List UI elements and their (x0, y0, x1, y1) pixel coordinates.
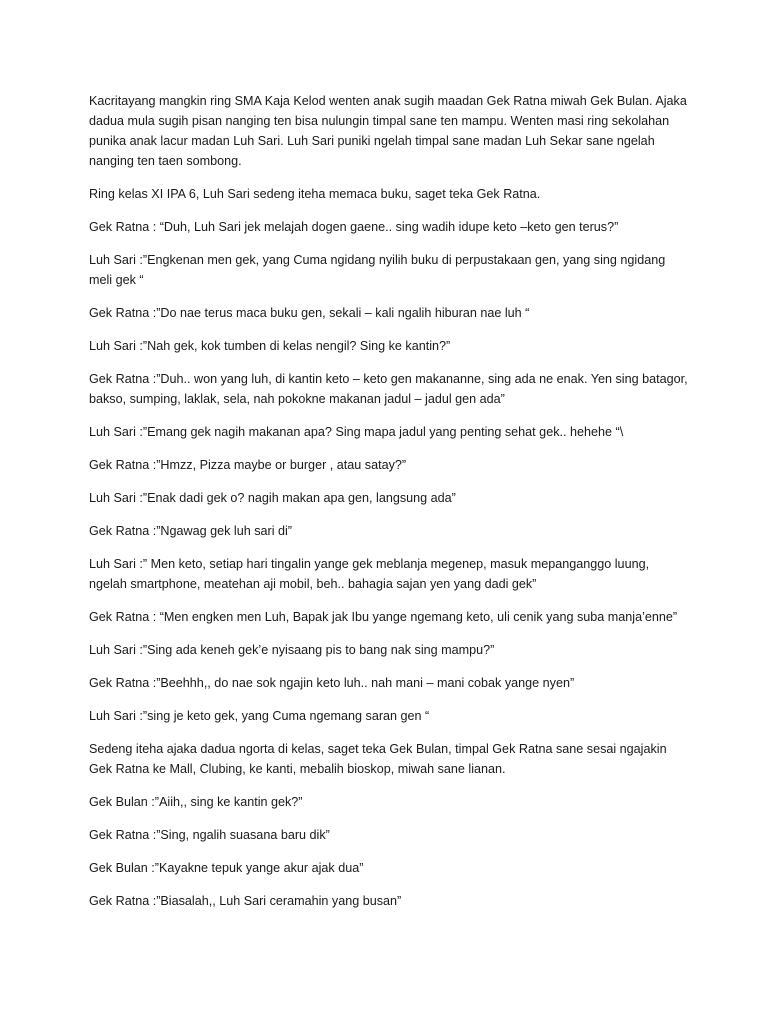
dialogue-line: Gek Bulan :”Aiih,, sing ke kantin gek?” (89, 795, 303, 809)
dialogue-line: Gek Ratna : “Men engken men Luh, Bapak jak Ibu yange ngemang keto, uli cenik yang suba manja’enne” (89, 610, 678, 624)
dialogue-line: Gek Ratna :”Ngawag gek luh sari di” (89, 524, 292, 538)
document-body (89, 91, 689, 924)
paragraph-intro: Kacritayang mangkin ring SMA Kaja Kelod wenten anak sugih maadan Gek Ratna miwah Gek Bulan. Ajaka dadua mula sugih pisan nanging ten bisa nulungin timpal sane ten mampu. Wenten masi ring sekolahan punika anak lacur madan Luh Sari. Luh Sari puniki ngelah timpal sane madan Luh Sekar sane ngelah nanging ten taen sombong. (89, 94, 687, 168)
dialogue-line: Luh Sari :”Engkenan men gek, yang Cuma ngidang nyilih buku di perpustakaan gen, yang sing ngidang meli gek “ (89, 253, 666, 287)
dialogue-line: Luh Sari :”sing je keto gek, yang Cuma ngemang saran gen “ (89, 709, 430, 723)
dialogue-line: Luh Sari :”Enak dadi gek o? nagih makan apa gen, langsung ada” (89, 491, 456, 505)
paragraph-scene-setting: Ring kelas XI IPA 6, Luh Sari sedeng iteha memaca buku, saget teka Gek Ratna. (89, 187, 541, 201)
paragraph-narration: Sedeng iteha ajaka dadua ngorta di kelas, saget teka Gek Bulan, timpal Gek Ratna sane sesai ngajakin Gek Ratna ke Mall, Clubing, ke kanti, mebalih bioskop, miwah sane lianan. (89, 742, 667, 776)
dialogue-line: Luh Sari :” Men keto, setiap hari tingalin yange gek meblanja megenep, masuk mepanganggo luung, ngelah smartphone, meatehan aji mobil, beh.. bahagia sajan yen yang dadi gek” (89, 557, 650, 591)
dialogue-line: Gek Ratna :”Do nae terus maca buku gen, sekali – kali ngalih hiburan nae luh “ (89, 306, 530, 320)
dialogue-line: Gek Ratna : “Duh, Luh Sari jek melajah dogen gaene.. sing wadih idupe keto –keto gen terus?” (89, 220, 619, 234)
dialogue-line: Luh Sari :”Emang gek nagih makanan apa? Sing mapa jadul yang penting sehat gek.. hehehe “\ (89, 425, 624, 439)
dialogue-line: Gek Ratna :”Beehhh,, do nae sok ngajin keto luh.. nah mani – mani cobak yange nyen” (89, 676, 575, 690)
dialogue-line: Gek Ratna :”Duh.. won yang luh, di kantin keto – keto gen makananne, sing ada ne enak. Yen sing batagor, bakso, sumping, laklak, sela, nah pokokne makanan jadul – jadul gen ada” (89, 372, 688, 406)
dialogue-line: Luh Sari :”Nah gek, kok tumben di kelas nengil? Sing ke kantin?” (89, 339, 451, 353)
dialogue-line: Gek Ratna :”Hmzz, Pizza maybe or burger , atau satay?” (89, 458, 407, 472)
dialogue-line: Luh Sari :”Sing ada keneh gek’e nyisaang pis to bang nak sing mampu?” (89, 643, 495, 657)
dialogue-line: Gek Ratna :”Sing, ngalih suasana baru dik” (89, 828, 330, 842)
dialogue-line: Gek Bulan :”Kayakne tepuk yange akur ajak dua” (89, 861, 364, 875)
dialogue-line: Gek Ratna :”Biasalah,, Luh Sari ceramahin yang busan” (89, 894, 402, 908)
